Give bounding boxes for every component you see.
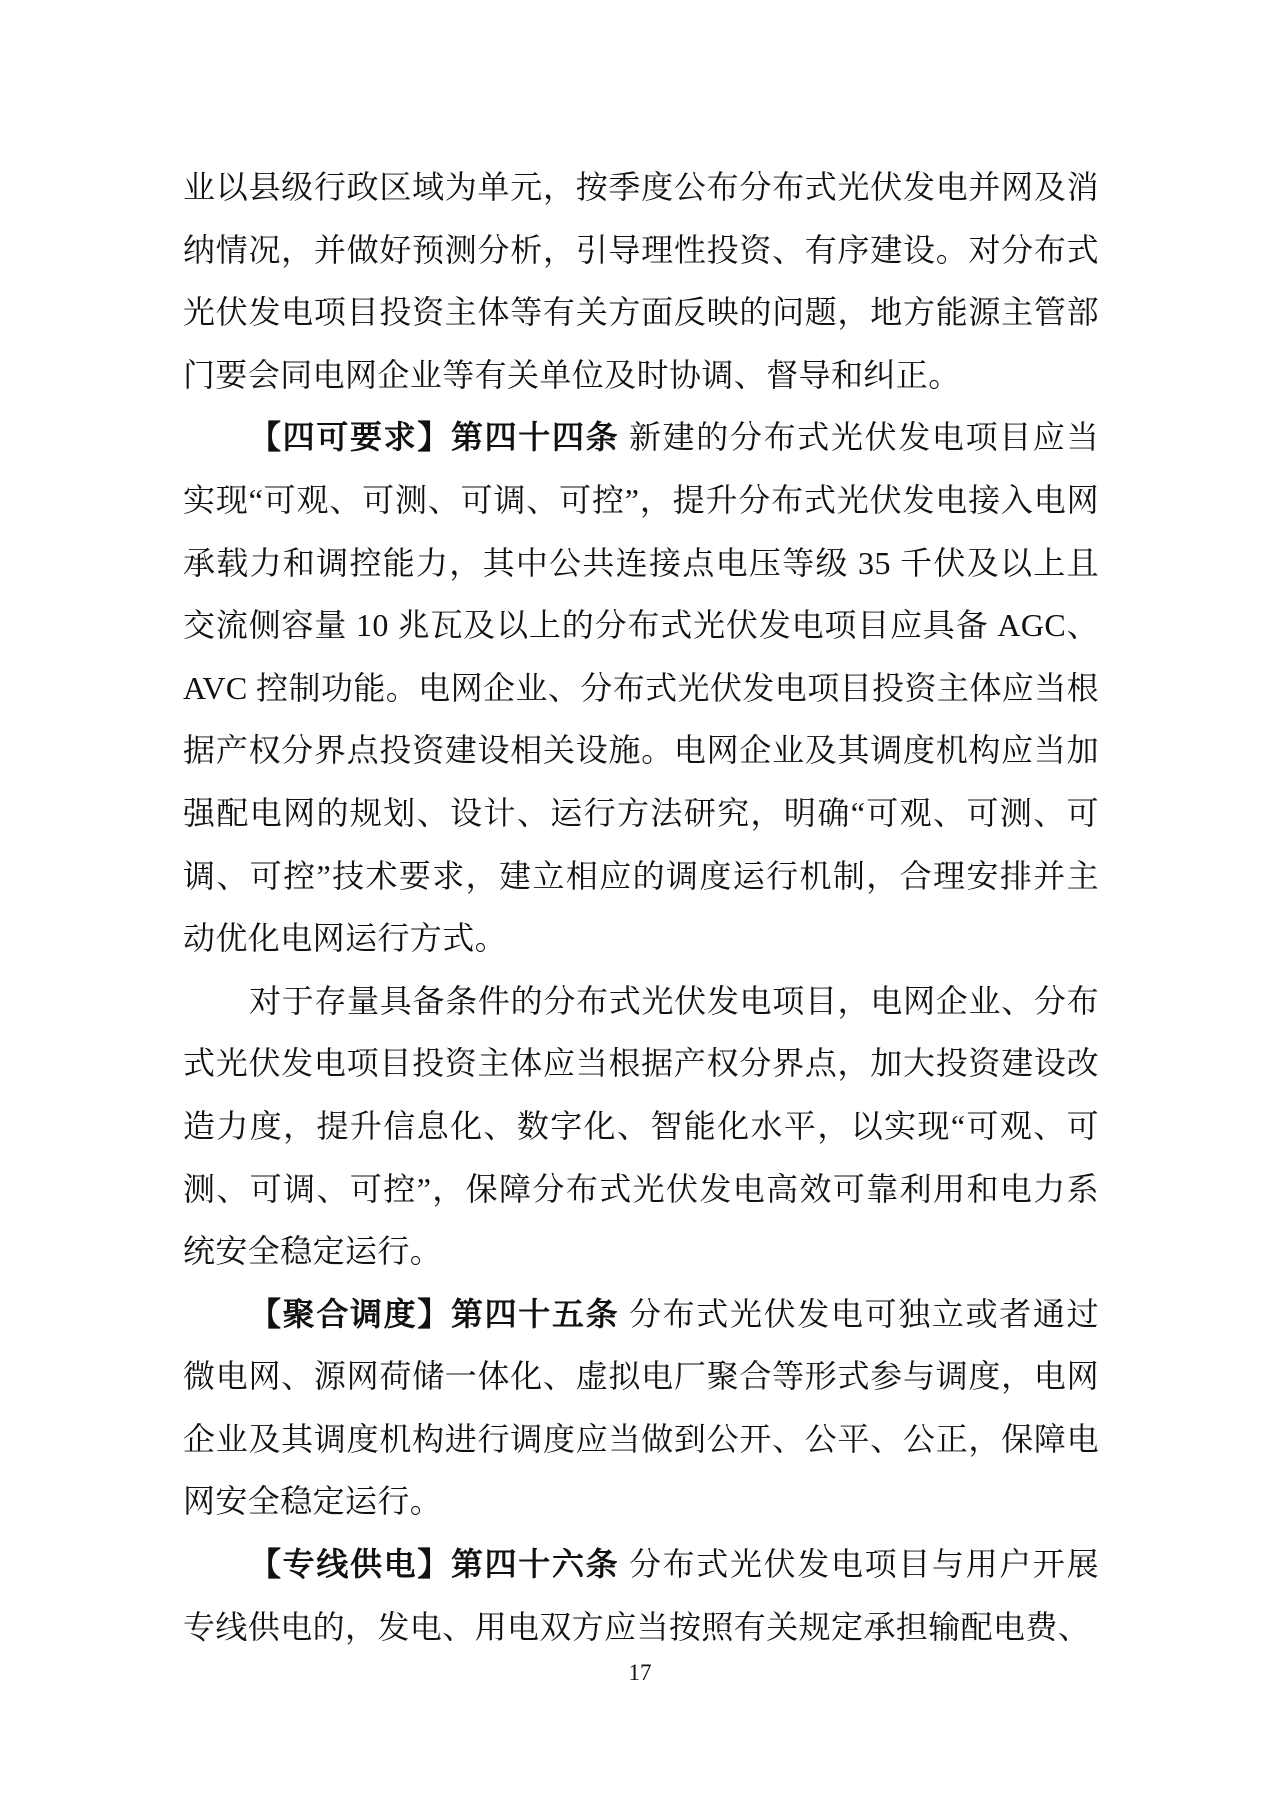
paragraph <box>183 1283 1099 1533</box>
paragraph <box>183 970 1099 1283</box>
article-label: 【专线供电】第四十六条 <box>249 1546 620 1583</box>
paragraph-text: 新建的分布式光伏发电项目应当实现“可观、可测、可调、可控”，提升分布式光伏发电接入电网承载力和调控能力，其中公共连接点电压等级 35 千伏及以上且交流侧容量 10 兆瓦及以上的分布式光伏发电项目应具备 AGC、AVC 控制功能。电网企业、分布式光伏发电项目投资主体应当根据产权分界点投资建设相关设施。电网企业及其调度机构应当加强配电网的规划、设计、运行方法研究，明确“可观、可测、可调、可控”技术要求，建立相应的调度运行机制，合理安排并主动优化电网运行方式。 <box>183 419 1099 957</box>
paragraph <box>183 406 1099 969</box>
article-label: 【聚合调度】第四十五条 <box>249 1295 620 1332</box>
page-number: 17 <box>628 1660 652 1685</box>
paragraph <box>183 1533 1099 1658</box>
document-page <box>183 156 1099 1658</box>
paragraph-text: 分布式光伏发电可独立或者通过微电网、源网荷储一体化、虚拟电厂聚合等形式参与调度，电网企业及其调度机构进行调度应当做到公开、公平、公正，保障电网安全稳定运行。 <box>183 1295 1099 1520</box>
article-label: 【四可要求】第四十四条 <box>249 419 620 456</box>
paragraph-text: 分布式光伏发电项目与用户开展专线供电的，发电、用电双方应当按照有关规定承担输配电费、 <box>183 1546 1099 1645</box>
paragraph-text: 业以县级行政区域为单元，按季度公布分布式光伏发电并网及消纳情况，并做好预测分析，引导理性投资、有序建设。对分布式光伏发电项目投资主体等有关方面反映的问题，地方能源主管部门要会同电网企业等有关单位及时协调、督导和纠正。 <box>183 169 1099 393</box>
paragraph <box>183 156 1099 406</box>
paragraph-text: 对于存量具备条件的分布式光伏发电项目，电网企业、分布式光伏发电项目投资主体应当根据产权分界点，加大投资建设改造力度，提升信息化、数字化、智能化水平，以实现“可观、可测、可调、可控”，保障分布式光伏发电高效可靠利用和电力系统安全稳定运行。 <box>183 982 1099 1270</box>
